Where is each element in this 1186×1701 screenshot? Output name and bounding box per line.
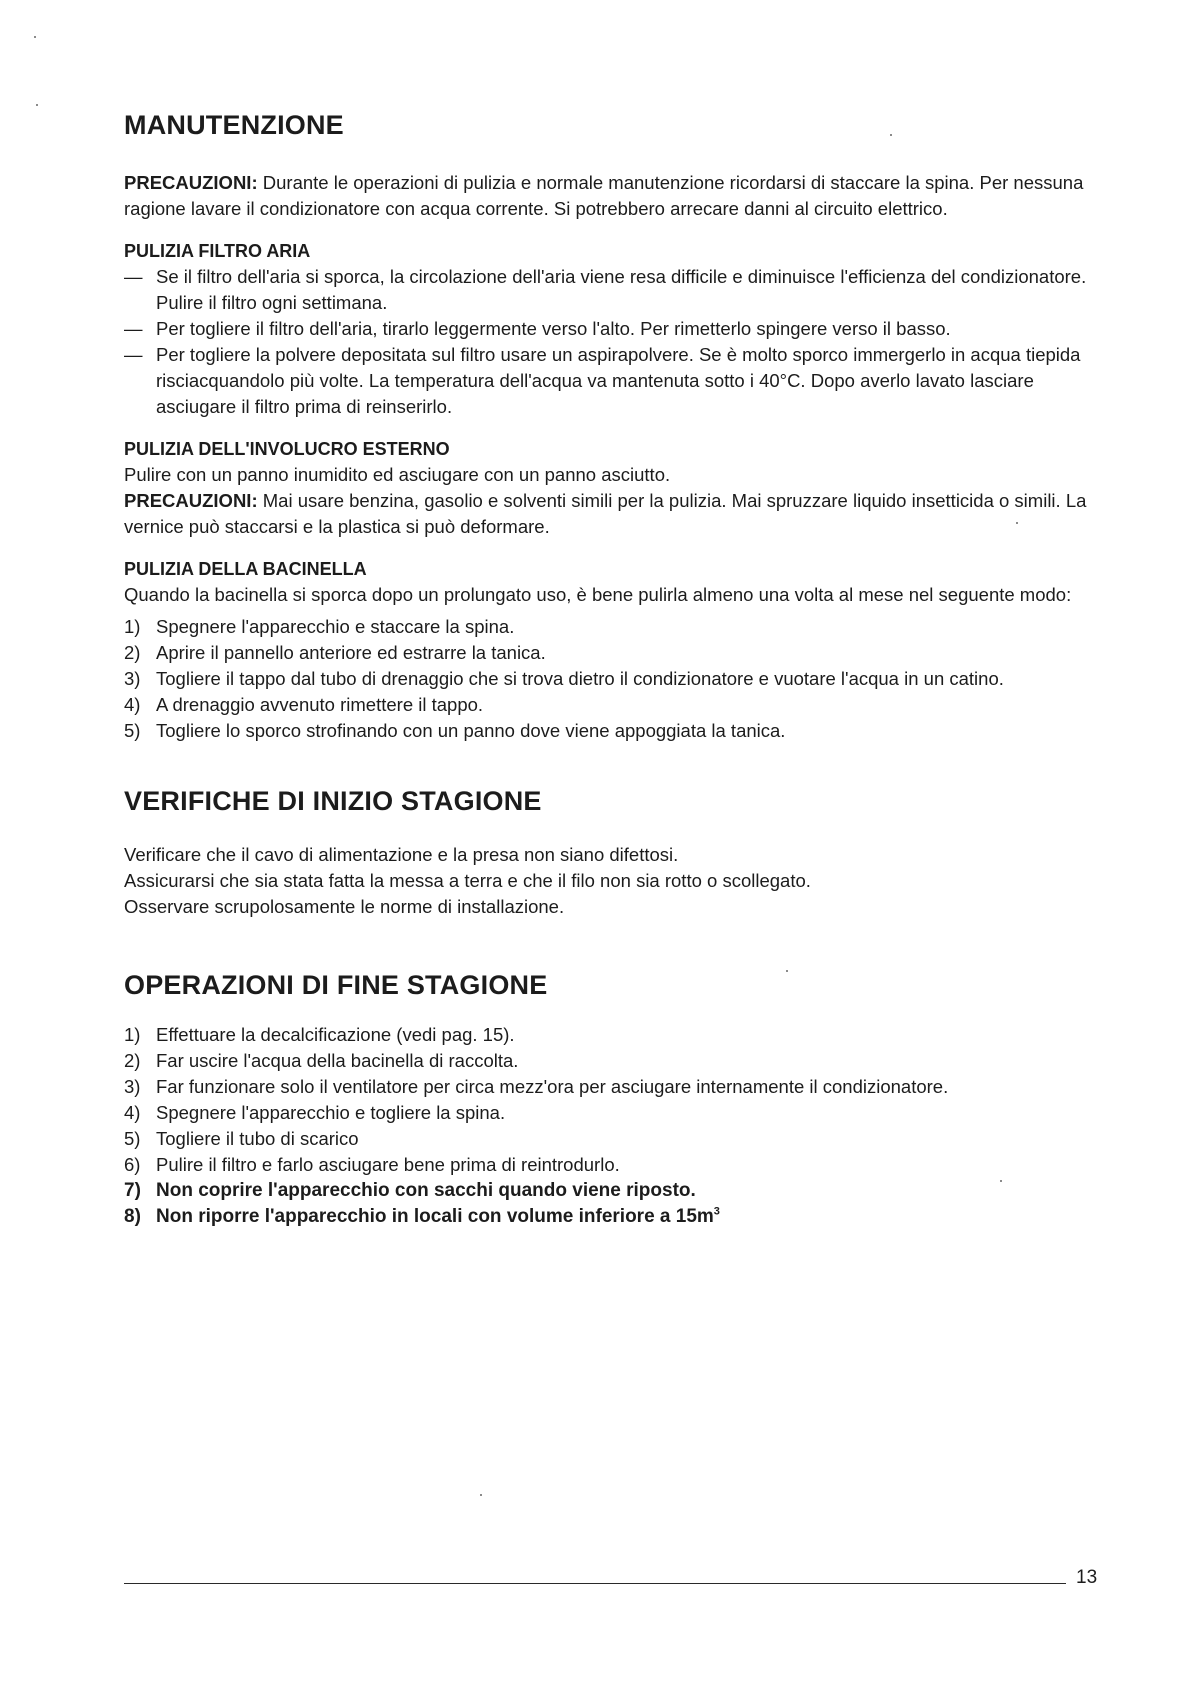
step-text: Non riporre l'apparecchio in locali con volume inferiore a 15m bbox=[156, 1206, 714, 1227]
section-title-manutenzione: MANUTENZIONE bbox=[124, 110, 344, 140]
step-text: Far funzionare solo il ventilatore per circa mezz'ora per asciugare internamente il condizionatore. bbox=[156, 1076, 949, 1097]
dash-marker: — bbox=[124, 318, 143, 339]
step-number: 8) bbox=[124, 1206, 141, 1227]
step-number: 7) bbox=[124, 1180, 141, 1201]
verifiche-line: Assicurarsi che sia stata fatta la messa a terra e che il filo non sia rotto o scollegato. bbox=[124, 870, 811, 891]
step-number: 5) bbox=[124, 1128, 141, 1149]
step-number: 4) bbox=[124, 694, 141, 715]
step-text: Aprire il pannello anteriore ed estrarre la tanica. bbox=[156, 642, 546, 663]
list-item bbox=[124, 692, 1114, 718]
verifiche-line: Osservare scrupolosamente le norme di installazione. bbox=[124, 896, 565, 917]
precautions-text: Durante le operazioni di pulizia e normale manutenzione ricordarsi di staccare la spina. Per nessuna ragione lavare il condizionatore con acqua corrente. Si potrebbero arrecare danni al circuito elettrico. bbox=[124, 172, 1084, 219]
step-text: Non coprire l'apparecchio con sacchi quando viene riposto. bbox=[156, 1180, 696, 1201]
list-item bbox=[124, 718, 1114, 744]
scan-speck bbox=[34, 36, 36, 38]
list-item-bold bbox=[124, 1204, 1114, 1230]
list-item bbox=[124, 1074, 1114, 1100]
section-title-verifiche: VERIFICHE DI INIZIO STAGIONE bbox=[124, 786, 542, 816]
list-item-bold bbox=[124, 1178, 1114, 1204]
list-item bbox=[124, 614, 1114, 640]
step-text: Far uscire l'acqua della bacinella di raccolta. bbox=[156, 1050, 519, 1071]
superscript: 3 bbox=[713, 1205, 720, 1218]
step-text: Spegnere l'apparecchio e staccare la spina. bbox=[156, 616, 515, 637]
list-item-text: Per togliere la polvere depositata sul filtro usare un aspirapolvere. Se è molto sporco immergerlo in acqua tiepida risciacquandolo più volte. La temperatura dell'acqua va mantenuta sotto i 40°C. Dopo averlo lavato lasciare asciugare il filtro prima di reinserirlo. bbox=[156, 344, 1081, 417]
step-text: Spegnere l'apparecchio e togliere la spina. bbox=[156, 1102, 506, 1123]
step-number: 6) bbox=[124, 1154, 141, 1175]
step-number: 4) bbox=[124, 1102, 141, 1123]
bacinella-steps bbox=[124, 614, 1114, 744]
dash-marker: — bbox=[124, 266, 143, 287]
subsection-title-filtro-aria: PULIZIA FILTRO ARIA bbox=[124, 241, 311, 261]
list-item bbox=[124, 1022, 1114, 1048]
list-item bbox=[124, 666, 1114, 692]
bacinella-intro: Quando la bacinella si sporca dopo un prolungato uso, è bene pulirla almeno una volta al mese nel seguente modo: bbox=[124, 584, 1072, 605]
dash-marker: — bbox=[124, 344, 143, 365]
fine-stagione-steps bbox=[124, 1022, 1114, 1230]
section-title-fine-stagione: OPERAZIONI DI FINE STAGIONE bbox=[124, 970, 548, 1000]
list-item bbox=[124, 1048, 1114, 1074]
scan-speck bbox=[1016, 522, 1018, 524]
step-text: Togliere il tappo dal tubo di drenaggio che si trova dietro il condizionatore e vuotare l'acqua in un catino. bbox=[156, 668, 1004, 689]
precautions-text: Mai usare benzina, gasolio e solventi simili per la pulizia. Mai spruzzare liquido insetticida o simili. La vernice può staccarsi e la plastica si può deformare. bbox=[124, 490, 1087, 537]
list-item bbox=[124, 316, 1114, 342]
involucro-text: Pulire con un panno inumidito ed asciugare con un panno asciutto. bbox=[124, 464, 671, 485]
step-number: 1) bbox=[124, 1024, 141, 1045]
page-number: 13 bbox=[1076, 1567, 1098, 1588]
filtro-aria-list bbox=[124, 264, 1114, 420]
step-text: Togliere lo sporco strofinando con un panno dove viene appoggiata la tanica. bbox=[156, 720, 786, 741]
scan-speck bbox=[1000, 1180, 1002, 1182]
step-text: Togliere il tubo di scarico bbox=[156, 1128, 359, 1149]
step-text: Pulire il filtro e farlo asciugare bene prima di reintrodurlo. bbox=[156, 1154, 620, 1175]
verifiche-line: Verificare che il cavo di alimentazione e la presa non siano difettosi. bbox=[124, 844, 679, 865]
precautions-label: PRECAUZIONI: bbox=[124, 172, 258, 193]
scan-speck bbox=[786, 970, 788, 972]
list-item-text: Per togliere il filtro dell'aria, tirarlo leggermente verso l'alto. Per rimetterlo spingere verso il basso. bbox=[156, 318, 951, 339]
precautions-paragraph bbox=[124, 170, 1114, 222]
precautions-label: PRECAUZIONI: bbox=[124, 490, 258, 511]
list-item bbox=[124, 1152, 1114, 1178]
subsection-filtro-aria bbox=[124, 238, 1114, 420]
step-number: 2) bbox=[124, 642, 141, 663]
involucro-precautions bbox=[124, 488, 1114, 540]
list-item-text: Se il filtro dell'aria si sporca, la circolazione dell'aria viene resa difficile e diminuisce l'efficienza del condizionatore. Pulire il filtro ogni settimana. bbox=[156, 266, 1087, 313]
list-item bbox=[124, 1100, 1114, 1126]
step-number: 1) bbox=[124, 616, 141, 637]
step-number: 5) bbox=[124, 720, 141, 741]
step-number: 3) bbox=[124, 668, 141, 689]
list-item bbox=[124, 640, 1114, 666]
step-number: 3) bbox=[124, 1076, 141, 1097]
footer-rule bbox=[124, 1583, 1066, 1584]
step-text: A drenaggio avvenuto rimettere il tappo. bbox=[156, 694, 484, 715]
subsection-title-bacinella: PULIZIA DELLA BACINELLA bbox=[124, 559, 367, 579]
subsection-involucro-esterno bbox=[124, 436, 1114, 540]
subsection-title-involucro: PULIZIA DELL'INVOLUCRO ESTERNO bbox=[124, 439, 450, 459]
scan-speck bbox=[36, 104, 38, 106]
step-number: 2) bbox=[124, 1050, 141, 1071]
scan-speck bbox=[480, 1494, 482, 1496]
list-item bbox=[124, 264, 1114, 316]
list-item bbox=[124, 1126, 1114, 1152]
scan-speck bbox=[890, 134, 892, 136]
list-item bbox=[124, 342, 1114, 420]
step-text: Effettuare la decalcificazione (vedi pag. 15). bbox=[156, 1024, 515, 1045]
subsection-bacinella bbox=[124, 556, 1114, 744]
page-content bbox=[124, 108, 1114, 1230]
verifiche-body bbox=[124, 842, 1114, 920]
